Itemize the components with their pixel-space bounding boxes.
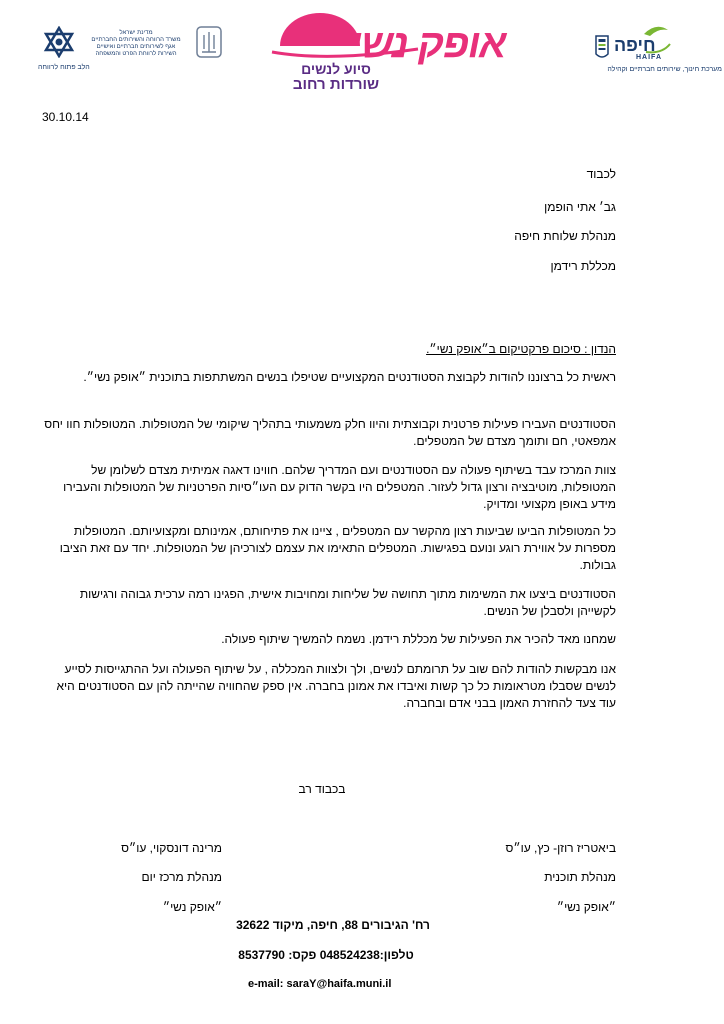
signature-left-role: מנהלת מרכז יום <box>141 870 222 884</box>
state-emblem-icon <box>196 26 222 58</box>
signature-right-role: מנהלת תוכנית <box>544 870 616 884</box>
signature-right-org: ״אופק נשי״ <box>556 900 616 914</box>
ministry-slogan: הלב פתוח לרווחה <box>38 64 90 71</box>
letter-subject: הנדון : סיכום פרקטיקום ב״אופק נשי״. <box>426 342 616 356</box>
body-paragraph: כל המטופלות הביעו שביעות רצון מהקשר עם המטפלים , ציינו את פתיחותם, אמינותם ומקצועיותם. המטופלות מספרות על אווירת רוגע ונועם בפגישות. המטפלים התאימו את עצמם לצורכיהן של המטופלות. יחד עם זאת הציבו גבולות. <box>59 524 616 572</box>
recipient-title: מנהלת שלוחת חיפה <box>514 229 616 243</box>
closing-phrase: בכבוד רב <box>298 782 346 796</box>
body-paragraph: צוות המרכז עבד בשיתוף פעולה עם הסטודנטים ועם המדריך שלהם. חווינו דאגה אמיתית מצדם לשלומן של המטופלות, מוטיבציה ורצון גדול לעזור. המטפלים היו בקשר הדוק עם העו״סיות הפרטניות של המטופלות והעבירו מידע באופן מקצועי ומדויק. <box>63 463 616 511</box>
signature-right-name: ביאטריז רוזן- כץ, עו״ס <box>505 841 616 855</box>
haifa-wordmark: חיפה <box>614 35 656 55</box>
haifa-dept-caption: מערכת חינוך, שירותים חברתיים וקהילה <box>607 66 722 73</box>
recipient-name: גב׳ אתי הופמן <box>544 200 616 214</box>
ministry-line: אגף לשירותים חברתיים ואישיים <box>96 44 176 50</box>
body-paragraph: ראשית כל ברצוננו להודות לקבוצת הסטודנטים המקצועיים שטיפלו בנשים המשתתפות בתוכנית ״אופק נשי״. <box>83 370 616 384</box>
letter-date: 30.10.14 <box>42 110 89 124</box>
footer-phone: טלפון:048524238 פקס: 8537790 <box>238 948 414 962</box>
body-paragraph: שמחנו מאד להכיר את הפעילות של מכללת רידמן. נשמח להמשיך שיתוף פעולה. <box>221 632 616 646</box>
ofek-tagline-2: שורדות רחוב <box>292 76 380 93</box>
ministry-line: השירות לרווחת הפרט והמשפחה <box>95 51 177 57</box>
signature-left-name: מרינה דונסקוי, עו״ס <box>121 841 222 855</box>
footer-address: רח' הגיבורים 88, חיפה, מיקוד 32622 <box>236 918 430 932</box>
body-paragraph: הסטודנטים ביצעו את המשימות מתוך תחושה של שליחות ומחויבות אישית, הפגינו רמה ערכית גבוהה ורגישות לקשייהן ולסבלן של הנשים. <box>79 587 616 618</box>
recipient-org: מכללת רידמן <box>550 259 616 273</box>
ofek-tagline-1: סיוע לנשים <box>301 61 371 77</box>
recipient-salutation: לכבוד <box>586 167 616 181</box>
ministry-line: משרד הרווחה והשירותים החברתיים <box>91 37 181 43</box>
body-paragraph: הסטודנטים העבירו פעילות פרטנית וקבוצתית והיוו חלק משמעותי בתהליך שיקומי של המטופלות. המטופלות חוו יחס אמפאטי, חם ותומך מצדם של המטפלים. <box>44 417 616 448</box>
signature-left-org: ״אופק נשי״ <box>162 900 222 914</box>
welfare-star-icon <box>42 26 76 58</box>
footer-email: e-mail: saraY@haifa.muni.il <box>248 978 392 990</box>
ministry-line: מדינת ישראל <box>119 30 153 36</box>
haifa-latin-wordmark: HAIFA <box>636 54 662 61</box>
body-paragraph: אנו מבקשות להודות להם שוב על תרומתם לנשים, ולך ולצוות המכללה , על שיתוף הפעולה ועל ההתגייסות לסייע לנשים שסבלו מטראומות כל כך קשות ואיבדו את אמונן בחברה. אין ספק שהחוויה שהייתה להן עם הסטודנטים היא עוד צעד להחזרת האמון בבני אדם ובחברה. <box>56 662 616 710</box>
ofek-nashi-wordmark: אופק נשי <box>350 22 506 66</box>
